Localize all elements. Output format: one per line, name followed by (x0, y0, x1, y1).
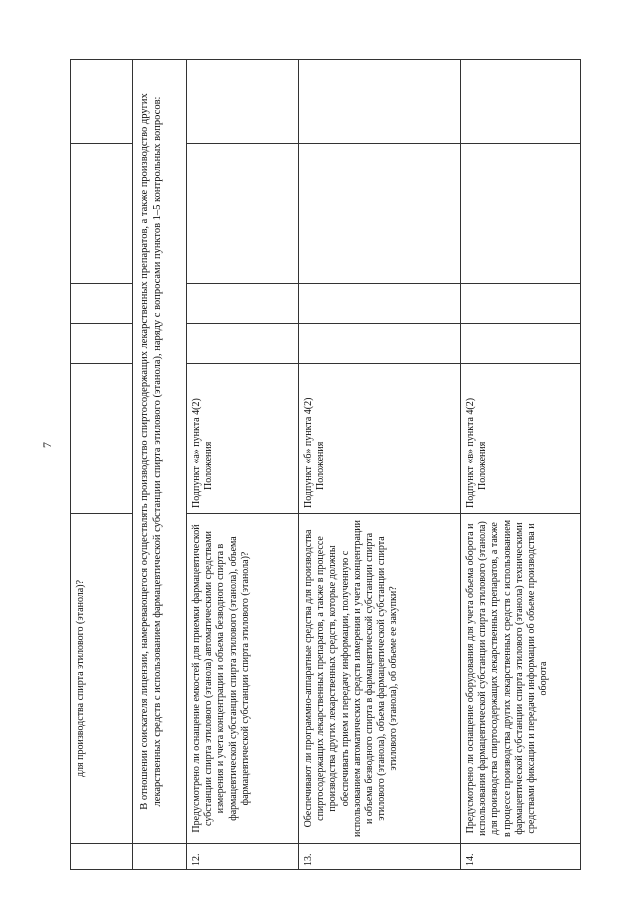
note-cell (187, 60, 299, 144)
page-number: 7 (40, 442, 54, 448)
note-cell (299, 60, 461, 144)
reference-line: Подпункт «а» пункта 4(2) (191, 398, 202, 508)
row-number: 14. (461, 844, 581, 870)
reference-cell (71, 364, 133, 514)
reference-line: Подпункт «б» пункта 4(2) (303, 397, 314, 508)
question-text: Предусмотрено ли оснащение оборудования для учета объема оборота и использования фармацевтической субстанции спирта этилового (этанола) для производства спиртосодержащих лекарственных препаратов, а также в процессе производства других лекарственных средств с использованием фармацевтической субстанции спирта этилового (этанола) техническими средствами фиксации и передачи информации об объеме производства и оборота (461, 514, 581, 844)
not-applicable-cell (299, 144, 461, 284)
answer-yes-cell (71, 324, 133, 364)
table-row (461, 60, 581, 870)
table-row-section (133, 60, 187, 870)
checklist-table (70, 60, 580, 870)
reference-cell (299, 364, 461, 514)
row-number: 12. (187, 844, 299, 870)
answer-no-cell (461, 284, 581, 324)
answer-no-cell (299, 284, 461, 324)
table-row-continuation (71, 60, 133, 870)
row-number-cell (71, 844, 133, 870)
answer-yes-cell (187, 324, 299, 364)
answer-yes-cell (299, 324, 461, 364)
reference-line: Положения (315, 441, 327, 490)
note-cell (71, 60, 133, 144)
table-row (299, 60, 461, 870)
reference-cell (187, 364, 299, 514)
reference-line: Положения (203, 441, 215, 490)
answer-no-cell (187, 284, 299, 324)
question-text: Обеспечивают ли программно-аппаратные средства для производства спиртосодержащих лекарственных препаратов, а также в процессе производства других лекарственных средств, которые должны обеспечивать прием и передачу информации, полученную с использованием автоматических средств измерения и учета концентрации и объема безводного спирта в фармацевтической субстанции спирта этилового (этанола), объема фармацевтической субстанции спирта этилового (этанола), об объеме ее закупки? (299, 514, 461, 844)
question-text: Предусмотрено ли оснащение емкостей для приемки фармацевтической субстанции спирта этилового (этанола) автоматическими средствами измерения и учета концентрации и объема безводного спирта в фармацевтической субстанции спирта этилового (этанола), объема фармацевтической субстанции спирта этилового (этанола)? (187, 514, 299, 844)
not-applicable-cell (187, 144, 299, 284)
row-number: 13. (299, 844, 461, 870)
answer-no-cell (71, 284, 133, 324)
not-applicable-cell (461, 144, 581, 284)
section-header: В отношении соискателя лицензии, намеревающегося осуществлять производство спиртосодержащих лекарственных препаратов, а также производство других лекарственных средств с использованием фармацевтической субстанции спирта этилового (этанола), наряду с вопросами пунктов 1–5 контрольных вопросов: (133, 60, 187, 844)
table-row (187, 60, 299, 870)
question-cell: для производства спирта этилового (этанола)? (71, 514, 133, 844)
note-cell (461, 60, 581, 144)
answer-yes-cell (461, 324, 581, 364)
reference-line: Подпункт «в» пункта 4(2) (465, 397, 476, 508)
reference-line: Положения (477, 441, 489, 490)
reference-cell (461, 364, 581, 514)
row-number-cell (133, 844, 187, 870)
not-applicable-cell (71, 144, 133, 284)
